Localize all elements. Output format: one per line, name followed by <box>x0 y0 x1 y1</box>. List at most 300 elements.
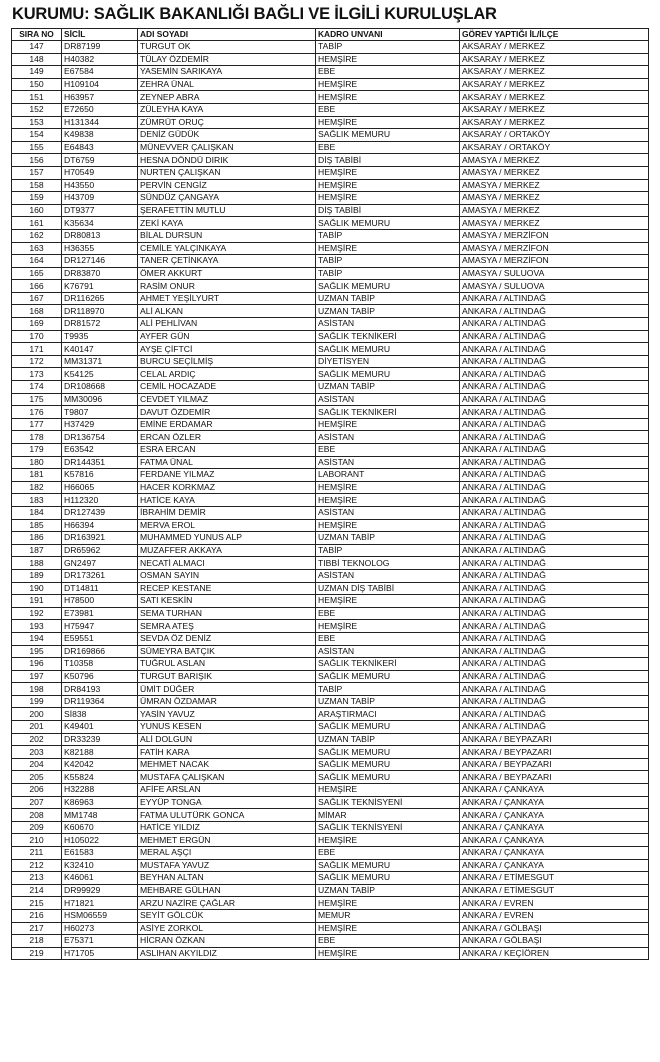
cell-sira-no: 210 <box>12 834 62 847</box>
cell-sira-no: 187 <box>12 544 62 557</box>
cell-gorev-yeri: ANKARA / ALTINDAĞ <box>460 343 649 356</box>
cell-sira-no: 162 <box>12 229 62 242</box>
cell-kadro-unvani: SAĞLIK MEMURU <box>316 758 460 771</box>
cell-gorev-yeri: AMASYA / MERKEZ <box>460 204 649 217</box>
cell-adi-soyadi: ÜMİT DÜĞER <box>138 683 316 696</box>
cell-adi-soyadi: CEMİL HOCAZADE <box>138 381 316 394</box>
table-row <box>12 129 649 142</box>
cell-adi-soyadi: MUHAMMED YUNUS ALP <box>138 532 316 545</box>
cell-gorev-yeri: AKSARAY / MERKEZ <box>460 116 649 129</box>
cell-sicil: K32410 <box>62 859 138 872</box>
cell-kadro-unvani: UZMAN TABİP <box>316 305 460 318</box>
cell-gorev-yeri: ANKARA / ALTINDAĞ <box>460 393 649 406</box>
cell-kadro-unvani: MİMAR <box>316 809 460 822</box>
table-row <box>12 695 649 708</box>
table-row <box>12 897 649 910</box>
cell-kadro-unvani: HEMŞİRE <box>316 481 460 494</box>
cell-sira-no: 188 <box>12 557 62 570</box>
cell-gorev-yeri: ANKARA / ALTINDAĞ <box>460 519 649 532</box>
cell-sira-no: 158 <box>12 179 62 192</box>
cell-sira-no: 163 <box>12 242 62 255</box>
cell-kadro-unvani: MEMUR <box>316 909 460 922</box>
table-row <box>12 859 649 872</box>
cell-adi-soyadi: MERVA EROL <box>138 519 316 532</box>
table-row <box>12 242 649 255</box>
cell-adi-soyadi: PERVİN CENGİZ <box>138 179 316 192</box>
cell-kadro-unvani: ARAŞTIRMACI <box>316 708 460 721</box>
cell-sira-no: 153 <box>12 116 62 129</box>
table-row <box>12 53 649 66</box>
cell-kadro-unvani: SAĞLIK MEMURU <box>316 217 460 230</box>
cell-gorev-yeri: ANKARA / ALTINDAĞ <box>460 456 649 469</box>
table-row <box>12 796 649 809</box>
cell-sira-no: 167 <box>12 292 62 305</box>
cell-sira-no: 174 <box>12 381 62 394</box>
cell-sicil: K40147 <box>62 343 138 356</box>
cell-sira-no: 166 <box>12 280 62 293</box>
cell-sira-no: 184 <box>12 506 62 519</box>
cell-sira-no: 177 <box>12 418 62 431</box>
cell-kadro-unvani: HEMŞİRE <box>316 620 460 633</box>
cell-sira-no: 181 <box>12 469 62 482</box>
cell-sira-no: 214 <box>12 884 62 897</box>
cell-kadro-unvani: ASİSTAN <box>316 645 460 658</box>
table-row <box>12 41 649 54</box>
table-row <box>12 721 649 734</box>
table-row <box>12 872 649 885</box>
cell-kadro-unvani: HEMŞİRE <box>316 242 460 255</box>
cell-gorev-yeri: AKSARAY / MERKEZ <box>460 103 649 116</box>
cell-adi-soyadi: MUSTAFA ÇALIŞKAN <box>138 771 316 784</box>
cell-adi-soyadi: OSMAN SAYIN <box>138 569 316 582</box>
cell-gorev-yeri: ANKARA / ETİMESGUT <box>460 884 649 897</box>
cell-gorev-yeri: ANKARA / ALTINDAĞ <box>460 721 649 734</box>
cell-kadro-unvani: HEMŞİRE <box>316 519 460 532</box>
table-row <box>12 758 649 771</box>
table-row <box>12 784 649 797</box>
cell-sira-no: 194 <box>12 632 62 645</box>
cell-sira-no: 172 <box>12 355 62 368</box>
cell-sicil: E63542 <box>62 444 138 457</box>
cell-sira-no: 189 <box>12 569 62 582</box>
cell-kadro-unvani: UZMAN TABİP <box>316 292 460 305</box>
table-row <box>12 935 649 948</box>
cell-adi-soyadi: ZÜLEYHA KAYA <box>138 103 316 116</box>
cell-sira-no: 215 <box>12 897 62 910</box>
cell-adi-soyadi: YASİN YAVUZ <box>138 708 316 721</box>
cell-kadro-unvani: SAĞLIK TEKNİKERİ <box>316 658 460 671</box>
cell-kadro-unvani: HEMŞİRE <box>316 947 460 960</box>
table-body <box>12 41 649 960</box>
table-row <box>12 909 649 922</box>
cell-sicil: MM1748 <box>62 809 138 822</box>
table-row <box>12 506 649 519</box>
cell-sira-no: 170 <box>12 330 62 343</box>
cell-adi-soyadi: NECATİ ALMACI <box>138 557 316 570</box>
cell-gorev-yeri: AMASYA / SULUOVA <box>460 267 649 280</box>
table-row <box>12 318 649 331</box>
cell-sicil: DR116265 <box>62 292 138 305</box>
table-row <box>12 544 649 557</box>
cell-kadro-unvani: TABİP <box>316 255 460 268</box>
cell-gorev-yeri: ANKARA / ÇANKAYA <box>460 796 649 809</box>
cell-gorev-yeri: ANKARA / ALTINDAĞ <box>460 582 649 595</box>
cell-gorev-yeri: ANKARA / ALTINDAĞ <box>460 544 649 557</box>
table-row <box>12 66 649 79</box>
cell-adi-soyadi: ARZU NAZİRE ÇAĞLAR <box>138 897 316 910</box>
cell-sicil: H66394 <box>62 519 138 532</box>
cell-sicil: K76791 <box>62 280 138 293</box>
table-row <box>12 469 649 482</box>
table-row <box>12 607 649 620</box>
cell-adi-soyadi: FERDANE YILMAZ <box>138 469 316 482</box>
cell-kadro-unvani: HEMŞİRE <box>316 418 460 431</box>
cell-gorev-yeri: ANKARA / ALTINDAĞ <box>460 569 649 582</box>
cell-kadro-unvani: EBE <box>316 444 460 457</box>
cell-sicil: DR163921 <box>62 532 138 545</box>
cell-kadro-unvani: TABİP <box>316 267 460 280</box>
cell-sira-no: 197 <box>12 670 62 683</box>
cell-kadro-unvani: ASİSTAN <box>316 569 460 582</box>
table-row <box>12 141 649 154</box>
cell-sira-no: 183 <box>12 494 62 507</box>
table-row <box>12 557 649 570</box>
cell-kadro-unvani: SAĞLIK TEKNİSYENİ <box>316 796 460 809</box>
cell-adi-soyadi: TUĞRUL ASLAN <box>138 658 316 671</box>
table-row <box>12 406 649 419</box>
cell-kadro-unvani: UZMAN TABİP <box>316 733 460 746</box>
cell-gorev-yeri: ANKARA / ALTINDAĞ <box>460 557 649 570</box>
cell-adi-soyadi: DENİZ GÜDÜK <box>138 129 316 142</box>
cell-sira-no: 169 <box>12 318 62 331</box>
cell-gorev-yeri: ANKARA / ALTINDAĞ <box>460 708 649 721</box>
cell-kadro-unvani: EBE <box>316 66 460 79</box>
cell-sira-no: 160 <box>12 204 62 217</box>
cell-sicil: H131344 <box>62 116 138 129</box>
table-row <box>12 809 649 822</box>
cell-adi-soyadi: ASLIHAN AKYILDIZ <box>138 947 316 960</box>
cell-sicil: K60670 <box>62 821 138 834</box>
cell-sicil: K86963 <box>62 796 138 809</box>
cell-kadro-unvani: DİŞ TABİBİ <box>316 204 460 217</box>
cell-kadro-unvani: EBE <box>316 847 460 860</box>
cell-adi-soyadi: CEVDET YILMAZ <box>138 393 316 406</box>
cell-kadro-unvani: SAĞLIK MEMURU <box>316 368 460 381</box>
table-row <box>12 582 649 595</box>
cell-kadro-unvani: TIBBİ TEKNOLOG <box>316 557 460 570</box>
cell-sicil: DR33239 <box>62 733 138 746</box>
cell-kadro-unvani: HEMŞİRE <box>316 53 460 66</box>
cell-gorev-yeri: ANKARA / ALTINDAĞ <box>460 595 649 608</box>
cell-sira-no: 151 <box>12 91 62 104</box>
column-header-kadro-unvani: KADRO UNVANI <box>316 29 460 41</box>
cell-gorev-yeri: ANKARA / ALTINDAĞ <box>460 632 649 645</box>
cell-sicil: DR127439 <box>62 506 138 519</box>
cell-kadro-unvani: EBE <box>316 103 460 116</box>
cell-kadro-unvani: ASİSTAN <box>316 318 460 331</box>
cell-sira-no: 217 <box>12 922 62 935</box>
cell-sicil: DR119364 <box>62 695 138 708</box>
cell-adi-soyadi: MUZAFFER AKKAYA <box>138 544 316 557</box>
cell-gorev-yeri: AKSARAY / MERKEZ <box>460 78 649 91</box>
table-row <box>12 192 649 205</box>
table-row <box>12 733 649 746</box>
cell-adi-soyadi: YUNUS KESEN <box>138 721 316 734</box>
cell-kadro-unvani: SAĞLIK MEMURU <box>316 280 460 293</box>
column-header-sira-no: SIRA NO <box>12 29 62 41</box>
cell-kadro-unvani: ASİSTAN <box>316 431 460 444</box>
cell-adi-soyadi: ERCAN ÖZLER <box>138 431 316 444</box>
cell-kadro-unvani: HEMŞİRE <box>316 784 460 797</box>
column-header-gorev-yeri: GÖREV YAPTIĞI İL/İLÇE <box>460 29 649 41</box>
cell-adi-soyadi: AYFER GÜN <box>138 330 316 343</box>
cell-gorev-yeri: ANKARA / ALTINDAĞ <box>460 506 649 519</box>
cell-adi-soyadi: MEHBARE GÜLHAN <box>138 884 316 897</box>
cell-sira-no: 171 <box>12 343 62 356</box>
cell-sicil: DR108668 <box>62 381 138 394</box>
cell-kadro-unvani: HEMŞİRE <box>316 897 460 910</box>
table-row <box>12 947 649 960</box>
cell-sicil: H71821 <box>62 897 138 910</box>
cell-adi-soyadi: ALİ ALKAN <box>138 305 316 318</box>
cell-gorev-yeri: ANKARA / GÖLBAŞI <box>460 922 649 935</box>
table-row <box>12 746 649 759</box>
cell-kadro-unvani: HEMŞİRE <box>316 494 460 507</box>
cell-adi-soyadi: ZEKİ KAYA <box>138 217 316 230</box>
cell-sira-no: 182 <box>12 481 62 494</box>
table-row <box>12 204 649 217</box>
cell-sira-no: 149 <box>12 66 62 79</box>
table-row <box>12 280 649 293</box>
table-row <box>12 292 649 305</box>
cell-kadro-unvani: ASİSTAN <box>316 506 460 519</box>
cell-adi-soyadi: İBRAHİM DEMİR <box>138 506 316 519</box>
cell-sicil: DT6759 <box>62 154 138 167</box>
cell-kadro-unvani: HEMŞİRE <box>316 595 460 608</box>
cell-sicil: K35634 <box>62 217 138 230</box>
cell-sicil: K54125 <box>62 368 138 381</box>
cell-kadro-unvani: TABİP <box>316 229 460 242</box>
cell-gorev-yeri: AKSARAY / MERKEZ <box>460 41 649 54</box>
cell-sira-no: 161 <box>12 217 62 230</box>
cell-gorev-yeri: AKSARAY / MERKEZ <box>460 53 649 66</box>
cell-adi-soyadi: HİCRAN ÖZKAN <box>138 935 316 948</box>
cell-kadro-unvani: SAĞLIK TEKNİKERİ <box>316 406 460 419</box>
column-header-sicil: SİCİL <box>62 29 138 41</box>
cell-adi-soyadi: RASİM ONUR <box>138 280 316 293</box>
table-row <box>12 620 649 633</box>
cell-kadro-unvani: SAĞLIK MEMURU <box>316 771 460 784</box>
cell-adi-soyadi: ÖMER AKKURT <box>138 267 316 280</box>
cell-adi-soyadi: RECEP KESTANE <box>138 582 316 595</box>
table-row <box>12 154 649 167</box>
cell-adi-soyadi: MUSTAFA YAVUZ <box>138 859 316 872</box>
table-row <box>12 116 649 129</box>
cell-sira-no: 156 <box>12 154 62 167</box>
cell-sira-no: 219 <box>12 947 62 960</box>
cell-gorev-yeri: ANKARA / ALTINDAĞ <box>460 469 649 482</box>
cell-sira-no: 209 <box>12 821 62 834</box>
cell-kadro-unvani: EBE <box>316 935 460 948</box>
table-row <box>12 645 649 658</box>
cell-sicil: H36355 <box>62 242 138 255</box>
cell-sira-no: 180 <box>12 456 62 469</box>
cell-kadro-unvani: DİŞ TABİBİ <box>316 154 460 167</box>
cell-kadro-unvani: DİYETİSYEN <box>316 355 460 368</box>
cell-sira-no: 186 <box>12 532 62 545</box>
cell-kadro-unvani: EBE <box>316 632 460 645</box>
cell-sira-no: 198 <box>12 683 62 696</box>
cell-sicil: DR136754 <box>62 431 138 444</box>
cell-kadro-unvani: HEMŞİRE <box>316 166 460 179</box>
table-row <box>12 78 649 91</box>
document-title: KURUMU: SAĞLIK BAKANLIĞI BAĞLI VE İLGİLİ KURULUŞLAR <box>12 5 497 23</box>
cell-adi-soyadi: SEYİT GÖLCÜK <box>138 909 316 922</box>
cell-gorev-yeri: ANKARA / BEYPAZARI <box>460 733 649 746</box>
cell-kadro-unvani: HEMŞİRE <box>316 78 460 91</box>
cell-sicil: K49401 <box>62 721 138 734</box>
cell-sicil: DR87199 <box>62 41 138 54</box>
cell-sicil: H105022 <box>62 834 138 847</box>
cell-gorev-yeri: ANKARA / ALTINDAĞ <box>460 683 649 696</box>
table-row <box>12 103 649 116</box>
cell-kadro-unvani: UZMAN TABİP <box>316 532 460 545</box>
cell-sicil: K42042 <box>62 758 138 771</box>
table-row <box>12 708 649 721</box>
cell-gorev-yeri: ANKARA / ALTINDAĞ <box>460 330 649 343</box>
table-row <box>12 343 649 356</box>
cell-sira-no: 202 <box>12 733 62 746</box>
cell-kadro-unvani: SAĞLIK MEMURU <box>316 129 460 142</box>
cell-sira-no: 148 <box>12 53 62 66</box>
table-row <box>12 683 649 696</box>
cell-gorev-yeri: ANKARA / ETİMESGUT <box>460 872 649 885</box>
cell-gorev-yeri: ANKARA / ALTINDAĞ <box>460 431 649 444</box>
cell-adi-soyadi: AHMET YEŞİLYURT <box>138 292 316 305</box>
cell-gorev-yeri: ANKARA / EVREN <box>460 897 649 910</box>
cell-sira-no: 192 <box>12 607 62 620</box>
cell-adi-soyadi: ASİYE ZORKOL <box>138 922 316 935</box>
cell-kadro-unvani: SAĞLIK MEMURU <box>316 670 460 683</box>
cell-sicil: T9807 <box>62 406 138 419</box>
cell-gorev-yeri: AKSARAY / MERKEZ <box>460 66 649 79</box>
cell-gorev-yeri: ANKARA / ALTINDAĞ <box>460 645 649 658</box>
cell-gorev-yeri: ANKARA / ALTINDAĞ <box>460 494 649 507</box>
cell-kadro-unvani: EBE <box>316 141 460 154</box>
cell-kadro-unvani: HEMŞİRE <box>316 834 460 847</box>
cell-kadro-unvani: SAĞLIK MEMURU <box>316 343 460 356</box>
table-row <box>12 834 649 847</box>
table-row <box>12 381 649 394</box>
cell-sicil: H37429 <box>62 418 138 431</box>
table-row <box>12 595 649 608</box>
cell-adi-soyadi: AFİFE ARSLAN <box>138 784 316 797</box>
table-row <box>12 847 649 860</box>
cell-adi-soyadi: AYŞE ÇİFTCİ <box>138 343 316 356</box>
cell-gorev-yeri: ANKARA / ALTINDAĞ <box>460 381 649 394</box>
cell-kadro-unvani: HEMŞİRE <box>316 922 460 935</box>
cell-sira-no: 150 <box>12 78 62 91</box>
cell-adi-soyadi: TURGUT OK <box>138 41 316 54</box>
cell-kadro-unvani: UZMAN TABİP <box>316 884 460 897</box>
cell-adi-soyadi: YASEMİN SARIKAYA <box>138 66 316 79</box>
cell-gorev-yeri: AMASYA / MERKEZ <box>460 217 649 230</box>
cell-sicil: Sİ838 <box>62 708 138 721</box>
cell-gorev-yeri: ANKARA / ALTINDAĞ <box>460 620 649 633</box>
table-row <box>12 569 649 582</box>
table-row <box>12 884 649 897</box>
cell-gorev-yeri: ANKARA / GÖLBAŞI <box>460 935 649 948</box>
table-row <box>12 217 649 230</box>
cell-gorev-yeri: ANKARA / ALTINDAĞ <box>460 368 649 381</box>
cell-sira-no: 173 <box>12 368 62 381</box>
table-row <box>12 519 649 532</box>
cell-sicil: E64843 <box>62 141 138 154</box>
cell-adi-soyadi: SÜNDÜZ ÇANGAYA <box>138 192 316 205</box>
table-row <box>12 355 649 368</box>
cell-sira-no: 191 <box>12 595 62 608</box>
cell-adi-soyadi: HESNA DÖNDÜ DIRIK <box>138 154 316 167</box>
cell-sicil: H43550 <box>62 179 138 192</box>
cell-kadro-unvani: SAĞLIK MEMURU <box>316 721 460 734</box>
cell-sira-no: 157 <box>12 166 62 179</box>
cell-gorev-yeri: ANKARA / BEYPAZARI <box>460 758 649 771</box>
cell-adi-soyadi: FATMA ÜNAL <box>138 456 316 469</box>
table-header-row <box>12 29 649 41</box>
cell-adi-soyadi: ESRA ERCAN <box>138 444 316 457</box>
cell-kadro-unvani: UZMAN TABİP <box>316 695 460 708</box>
cell-sira-no: 211 <box>12 847 62 860</box>
cell-sicil: DR84193 <box>62 683 138 696</box>
cell-adi-soyadi: ZÜMRÜT ORUÇ <box>138 116 316 129</box>
cell-sira-no: 195 <box>12 645 62 658</box>
cell-gorev-yeri: AMASYA / MERKEZ <box>460 192 649 205</box>
cell-gorev-yeri: ANKARA / ALTINDAĞ <box>460 670 649 683</box>
cell-adi-soyadi: SÜMEYRA BATÇIK <box>138 645 316 658</box>
cell-gorev-yeri: ANKARA / ALTINDAĞ <box>460 305 649 318</box>
table-row <box>12 456 649 469</box>
cell-sicil: MM30096 <box>62 393 138 406</box>
cell-sicil: E72650 <box>62 103 138 116</box>
cell-gorev-yeri: ANKARA / ALTINDAĞ <box>460 444 649 457</box>
cell-sicil: DR173261 <box>62 569 138 582</box>
cell-adi-soyadi: MEHMET NACAK <box>138 758 316 771</box>
cell-sira-no: 205 <box>12 771 62 784</box>
cell-adi-soyadi: MERAL AŞÇI <box>138 847 316 860</box>
cell-kadro-unvani: HEMŞİRE <box>316 116 460 129</box>
cell-sicil: DR80813 <box>62 229 138 242</box>
cell-gorev-yeri: ANKARA / ALTINDAĞ <box>460 318 649 331</box>
table-row <box>12 670 649 683</box>
cell-adi-soyadi: ALİ PEHLİVAN <box>138 318 316 331</box>
cell-gorev-yeri: AKSARAY / ORTAKÖY <box>460 129 649 142</box>
cell-sicil: H66065 <box>62 481 138 494</box>
cell-gorev-yeri: ANKARA / BEYPAZARI <box>460 746 649 759</box>
cell-adi-soyadi: SEMRA ATEŞ <box>138 620 316 633</box>
cell-sira-no: 190 <box>12 582 62 595</box>
table-row <box>12 267 649 280</box>
cell-adi-soyadi: NURTEN ÇALIŞKAN <box>138 166 316 179</box>
table-row <box>12 255 649 268</box>
cell-gorev-yeri: ANKARA / ÇANKAYA <box>460 847 649 860</box>
cell-sicil: H70549 <box>62 166 138 179</box>
table-row <box>12 771 649 784</box>
cell-sicil: E73981 <box>62 607 138 620</box>
cell-sicil: H60273 <box>62 922 138 935</box>
cell-sicil: K82188 <box>62 746 138 759</box>
cell-sira-no: 208 <box>12 809 62 822</box>
cell-adi-soyadi: ALİ DOLGUN <box>138 733 316 746</box>
